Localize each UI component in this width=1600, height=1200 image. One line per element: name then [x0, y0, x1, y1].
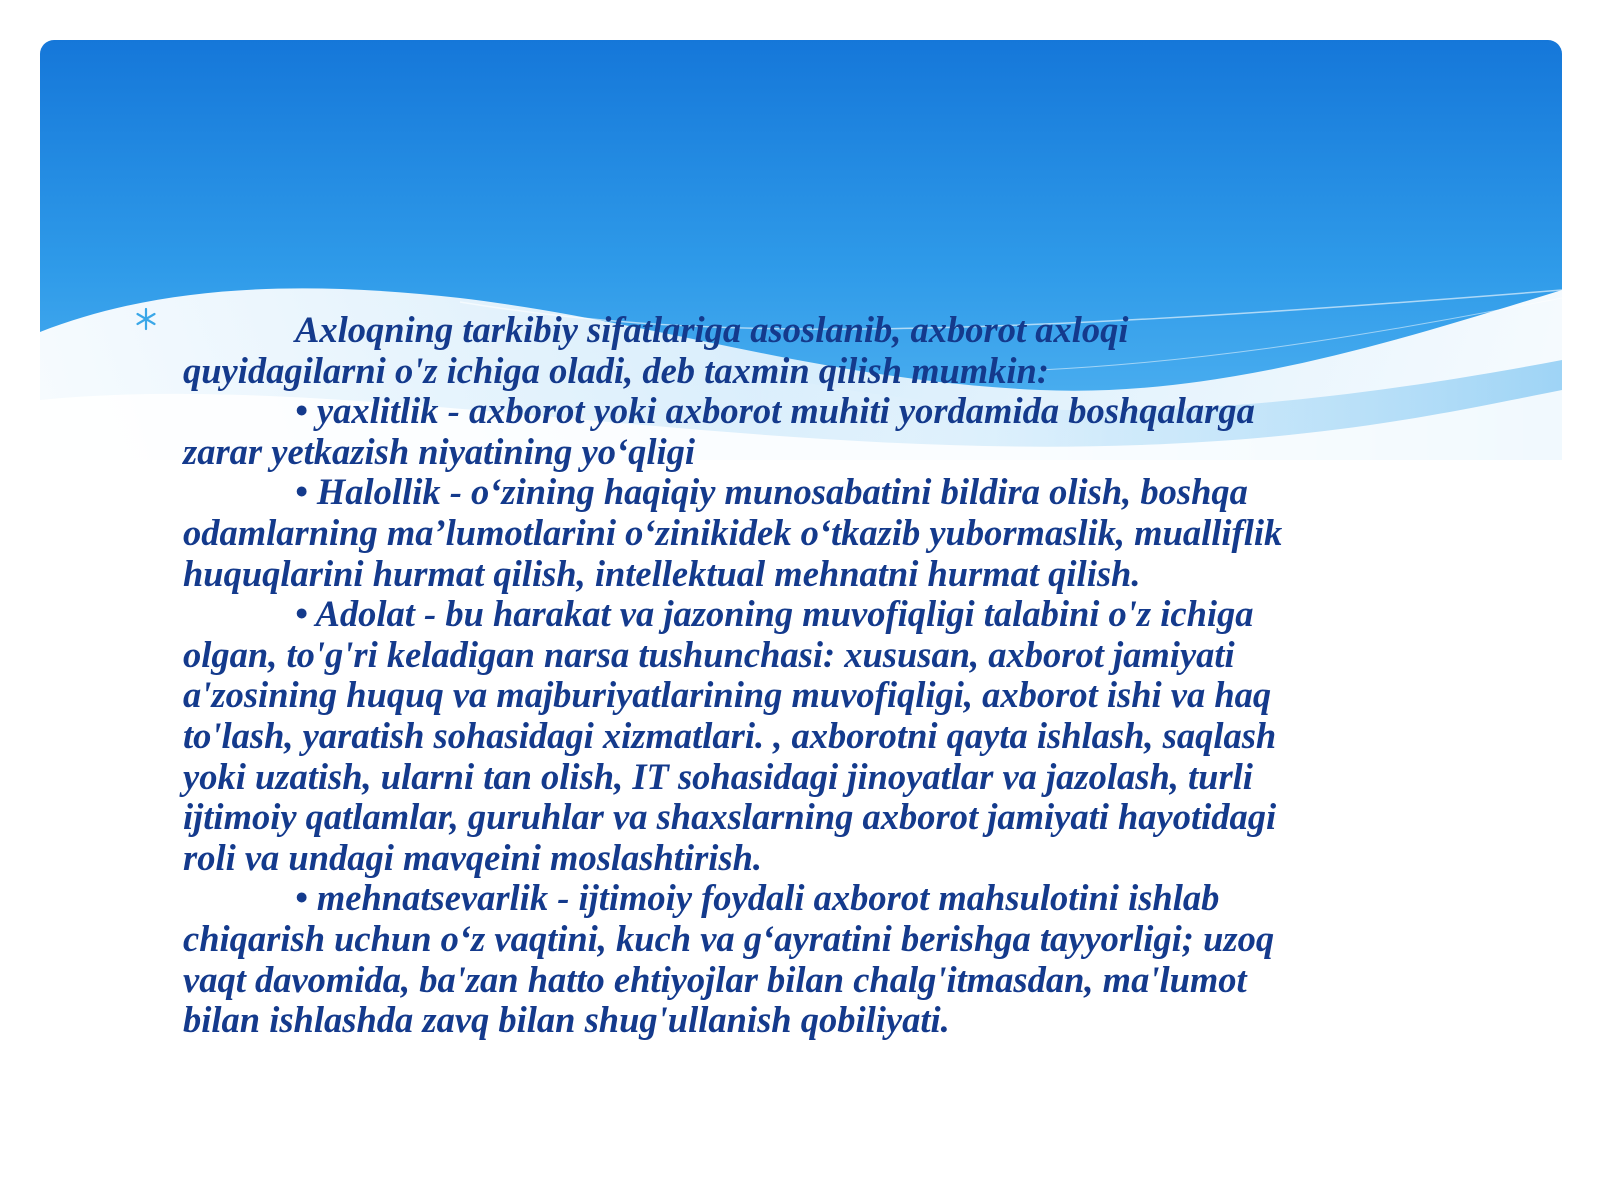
text-line: odamlarning ma’lumotlarini o‘zinikidek o‘tkazib yubormaslik, mualliflik	[183, 511, 1283, 553]
text-line: Axloqning tarkibiy sifatlariga asoslanib, axborot axloqi	[295, 309, 1129, 350]
text-line: to'lash, yaratish sohasidagi xizmatlari. , axborotni qayta ishlash, saqlash	[183, 714, 1277, 756]
text-line: zarar yetkazish niyatining yo‘qligi	[183, 430, 696, 472]
bullet-line: • yaxlitlik - axborot yoki axborot muhiti yordamida boshqalarga	[295, 390, 1255, 432]
bullet-line: • mehnatsevarlik - ijtimoiy foydali axborot mahsulotini ishlab	[295, 877, 1220, 919]
text-line: roli va undagi mavqeini moslashtirish.	[183, 836, 763, 878]
text-line: chiqarish uchun o‘z vaqtini, kuch va g‘ayratini berishga tayyorligi; uzoq	[183, 917, 1275, 959]
text-line: vaqt davomida, ba'zan hatto ehtiyojlar bilan chalg'itmasdan, ma'lumot	[183, 958, 1247, 1000]
text-line: a'zosining huquq va majburiyatlarining muvofiqligi, axborot ishi va haq	[183, 674, 1272, 716]
slide-body-text	[183, 310, 1463, 1041]
text-line: olgan, to'g'ri keladigan narsa tushunchasi: xususan, axborot jamiyati	[183, 633, 1235, 675]
asterisk-star-icon	[133, 306, 159, 332]
text-line: huquqlarini hurmat qilish, intellektual mehnatni hurmat qilish.	[183, 552, 1141, 594]
text-line: yoki uzatish, ularni tan olish, IT sohasidagi jinoyatlar va jazolash, turli	[183, 755, 1253, 797]
text-line: ijtimoiy qatlamlar, guruhlar va shaxslarning axborot jamiyati hayotidagi	[183, 796, 1277, 838]
bullet-line: • Adolat - bu harakat va jazoning muvofiqligi talabini o'z ichiga	[295, 593, 1254, 635]
text-line: quyidagilarni o'z ichiga oladi, deb taxmin qilish mumkin:	[183, 349, 1050, 391]
text-line: bilan ishlashda zavq bilan shug'ullanish qobiliyati.	[183, 999, 950, 1041]
bullet-line: • Halollik - o‘zining haqiqiy munosabatini bildira olish, boshqa	[295, 471, 1248, 513]
